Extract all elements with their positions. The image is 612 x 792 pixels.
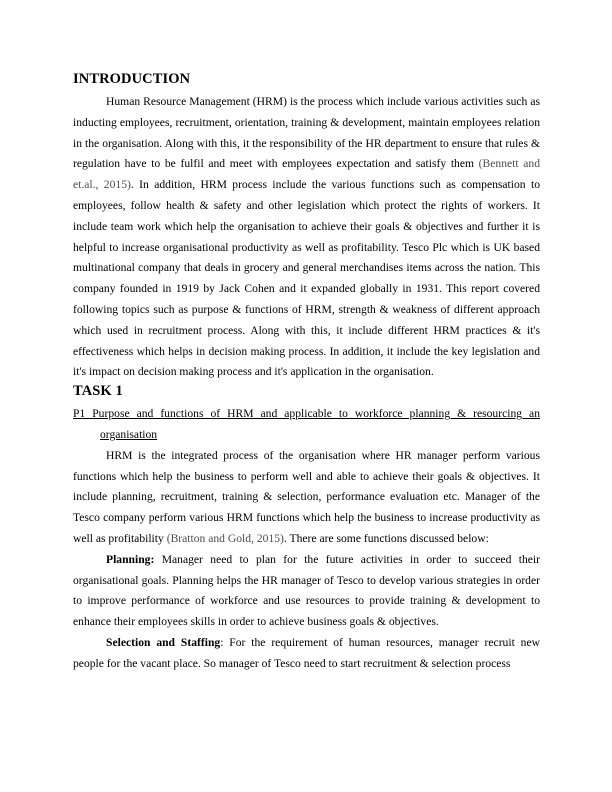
selection-paragraph — [73, 633, 540, 675]
selection-term: Selection and Staffing — [106, 635, 221, 649]
planning-term: Planning: — [106, 552, 155, 566]
introduction-heading: INTRODUCTION — [73, 71, 191, 87]
document-body — [73, 71, 540, 675]
introduction-text-part1: Human Resource Management (HRM) is the process which include various activities such as inducting employees, recruitment, orientation, training & development, maintain employees relation in the organisation. Along with this, it the responsibility of the HR department to ensure that rules & regulation have to be fulfil and meet with employees expectation and satisfy them — [73, 95, 540, 171]
p1-subheading: P1 Purpose and functions of HRM and applicable to workforce planning & resourcing an organisation — [73, 407, 540, 441]
planning-text: Manager need to plan for the future activities in order to succeed their organisational goals. Planning helps the HR manager of Tesco to develop various strategies in order to improve performance of workforce and use resources to provide training & development to enhance their employees skills in order to achieve business goals & objectives. — [73, 552, 540, 629]
task1-heading: TASK 1 — [73, 383, 123, 400]
introduction-text-part2: . In addition, HRM process include the various functions such as compensation to employees, follow health & safety and other legislation which protect the rights of workers. It include team work which help the organisation to achieve their goals & objectives and further it is helpful to increase organisational productivity as well as profitability. Tesco Plc which is UK based multinational company that deals in grocery and general merchandises items across the nation. This company founded in 1919 by Jack Cohen and it expanded globally in 1931. This report covered following topics such as purpose & functions of HRM, strength & weakness of different approach which used in recruitment process. Along with this, it include different HRM practices & it's effectiveness which helps in decision making process. In addition, it include the key legislation and it's impact on decision making process and it's application in the organisation. — [73, 178, 540, 379]
hrm-functions-paragraph — [73, 446, 540, 550]
planning-paragraph — [73, 550, 540, 633]
hrm-functions-text-part1: HRM is the integrated process of the organisation where HR manager perform various functions which help the business to perform well and able to achieve their goals & objectives. It include planning, recruitment, training & selection, performance evaluation etc. Manager of the Tesco company perform various HRM functions which help the business to increase productivity as well as profitability — [73, 448, 540, 545]
citation-bennett: (Bennett and et.al., 2015) — [73, 157, 540, 192]
hrm-functions-text-part2: . There are some functions discussed below: — [283, 531, 489, 545]
introduction-paragraph — [73, 92, 540, 383]
citation-bratton: (Bratton and Gold, 2015) — [166, 531, 284, 545]
selection-text: : For the requirement of human resources, manager recruit new people for the vacant place. So manager of Tesco need to start recruitment & selection process — [73, 635, 540, 670]
